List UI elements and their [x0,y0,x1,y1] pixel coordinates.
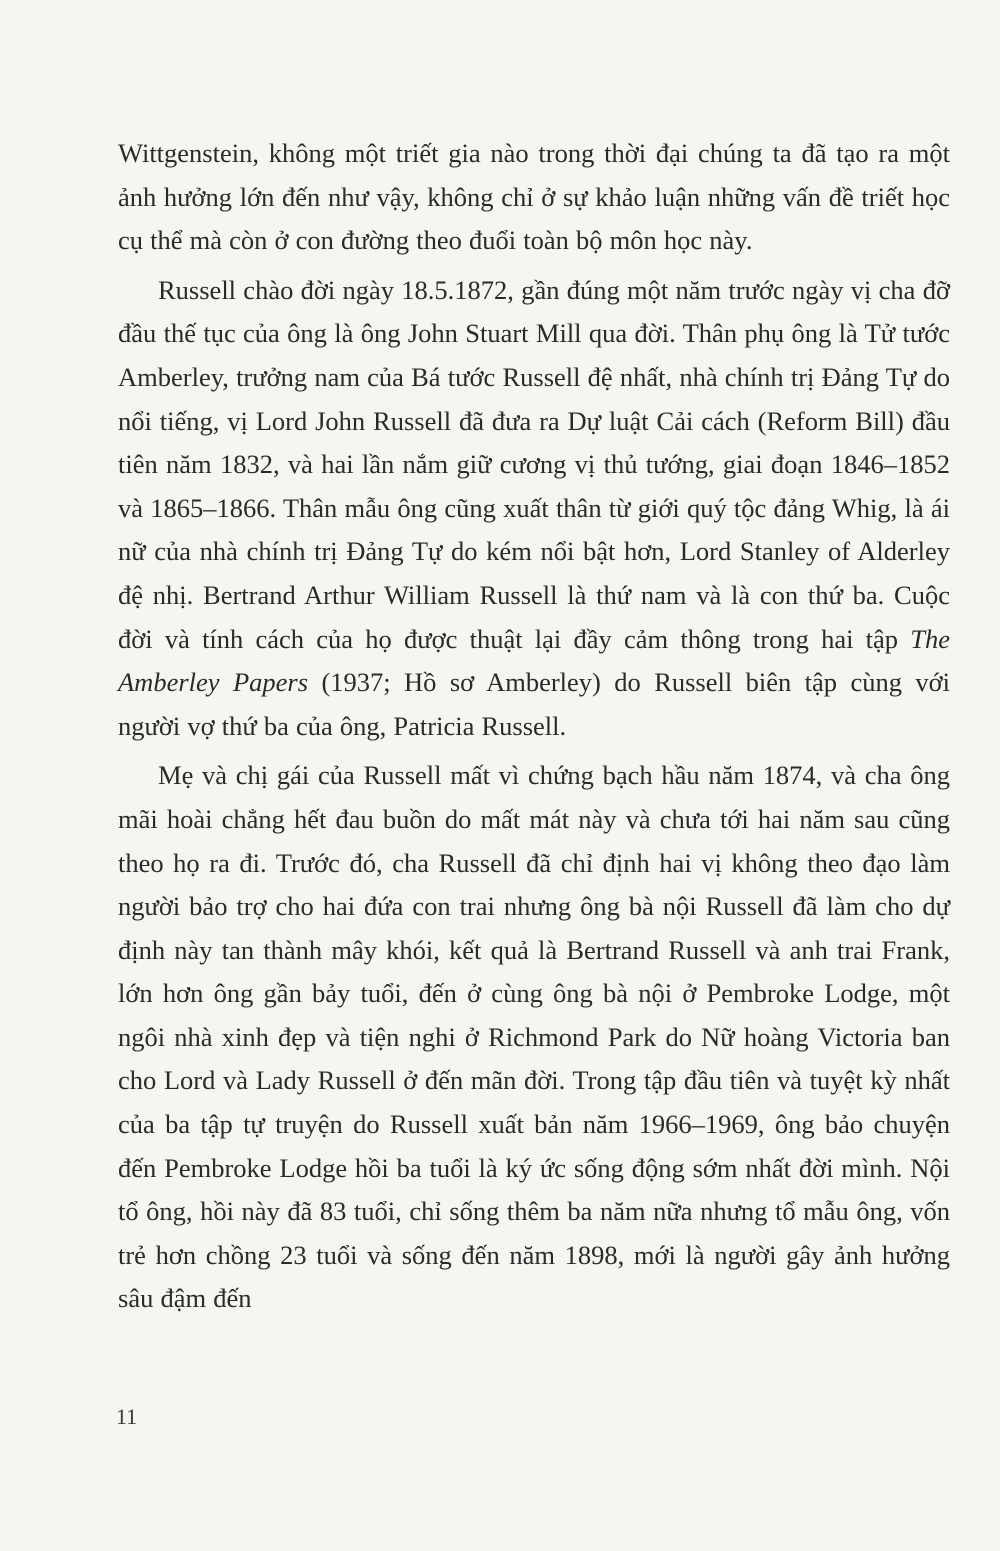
paragraph-2 [118,269,950,749]
paragraph-1 [118,132,950,263]
page-number: 11 [116,1404,138,1429]
paragraph-3-text: Mẹ và chị gái của Russell mất vì chứng bạch hầu năm 1874, và cha ông mãi hoài chẳng hết đau buồn do mất mát này và chưa tới hai năm sau cũng theo họ ra đi. Trước đó, cha Russell đã chỉ định hai vị không theo đạo làm người bảo trợ cho hai đứa con trai nhưng ông bà nội Russell đã làm cho dự định này tan thành mây khói, kết quả là Bertrand Russell và anh trai Frank, lớn hơn ông gần bảy tuổi, đến ở cùng ông bà nội ở Pembroke Lodge, một ngôi nhà xinh đẹp và tiện nghi ở Richmond Park do Nữ hoàng Victoria ban cho Lord và Lady Russell ở đến mãn đời. Trong tập đầu tiên và tuyệt kỳ nhất của ba tập tự truyện do Russell xuất bản năm 1966–1969, ông bảo chuyện đến Pembroke Lodge hồi ba tuổi là ký ức sống động sớm nhất đời mình. Nội tổ ông, hồi này đã 83 tuổi, chỉ sống thêm ba năm nữa nhưng tổ mẫu ông, vốn trẻ hơn chồng 23 tuổi và sống đến năm 1898, mới là người gây ảnh hưởng sâu đậm đến [118,760,950,1314]
paragraph-1-text: Wittgenstein, không một triết gia nào trong thời đại chúng ta đã tạo ra một ảnh hưởng lớn đến như vậy, không chỉ ở sự khảo luận những vấn đề triết học cụ thể mà còn ở con đường theo đuổi toàn bộ môn học này. [118,138,950,256]
book-title-amberley-papers: The Amberley Papers [118,623,950,698]
paragraph-2-text-end: (1937; Hồ sơ Amberley) do Russell biên tập cùng với người vợ thứ ba của ông, Patricia Russell. [118,667,950,741]
paragraph-3 [118,754,950,1321]
body-text [118,132,950,1321]
paragraph-2-text-start: Russell chào đời ngày 18.5.1872, gần đúng một năm trước ngày vị cha đỡ đầu thế tục của ông là ông John Stuart Mill qua đời. Thân phụ ông là Tử tước Amberley, trưởng nam của Bá tước Russell đệ nhất, nhà chính trị Đảng Tự do nổi tiếng, vị Lord John Russell đã đưa ra Dự luật Cải cách (Reform Bill) đầu tiên năm 1832, và hai lần nắm giữ cương vị thủ tướng, giai đoạn 1846–1852 và 1865–1866. Thân mẫu ông cũng xuất thân từ giới quý tộc đảng Whig, là ái nữ của nhà chính trị Đảng Tự do kém nổi bật hơn, Lord Stanley of Alderley đệ nhị. Bertrand Arthur William Russell là thứ nam và là con thứ ba. Cuộc đời và tính cách của họ được thuật lại đầy cảm thông trong hai tập [118,274,950,654]
